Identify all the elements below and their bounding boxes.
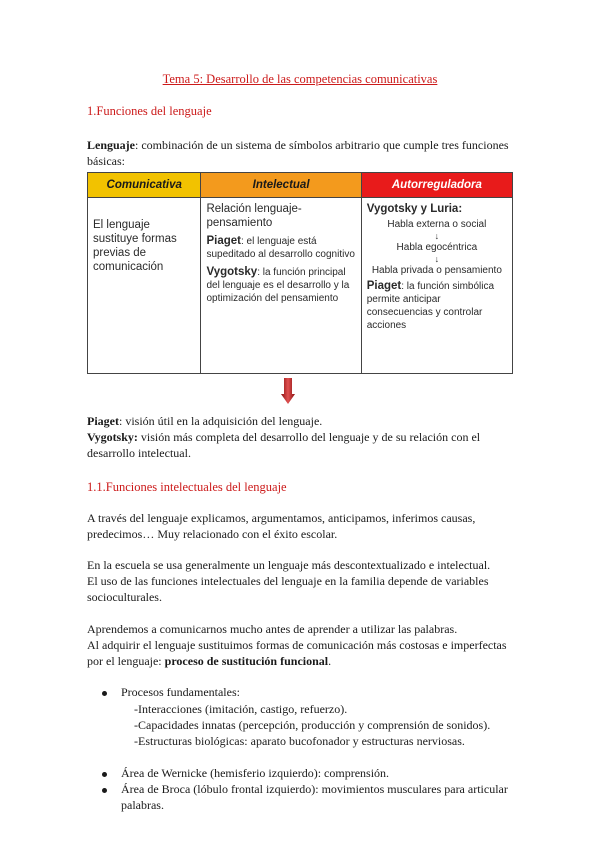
vygotsky-term: Vygotsky <box>206 266 258 278</box>
step-habla-privada: Habla privada o pensamiento <box>371 265 502 276</box>
piaget-term-2: Piaget <box>366 280 402 292</box>
vygotsky-luria-colon: : <box>458 203 463 215</box>
section-heading-1-1: 1.1.Funciones intelectuales del lenguaje <box>87 480 287 494</box>
vygotsky-intelectual <box>206 265 355 305</box>
lenguaje-term: Lenguaje <box>87 138 135 152</box>
page-title: Tema 5: Desarrollo de las competencias comunicativas <box>162 72 438 86</box>
functions-table <box>87 172 513 374</box>
piaget-intelectual <box>206 234 355 261</box>
piaget-summary-term: Piaget <box>87 414 119 428</box>
paragraph-3b <box>87 637 517 669</box>
vygotsky-summary <box>87 429 517 461</box>
cell-intelectual <box>201 198 360 309</box>
bullet-icon <box>102 788 107 793</box>
arrow-down-icon: ↓ <box>434 254 440 264</box>
vygotsky-text: : la función principal del lenguaje es el desarrollo y la optimización del pensamiento <box>206 267 350 304</box>
lenguaje-def-text: : combinación de un sistema de símbolos arbitrario que cumple tres funciones básicas: <box>87 138 509 168</box>
header-comunicativa: Comunicativa <box>88 173 200 198</box>
sub-item-1: -Interacciones (imitación, castigo, refuerzo). <box>134 702 348 716</box>
paragraph-3b-end: . <box>328 654 332 668</box>
bullet-broca: Área de Broca (lóbulo frontal izquierdo): movimientos musculares para articular palabras. <box>121 782 508 812</box>
sub-item-2: -Capacidades innatas (percepción, producción y comprensión de sonidos). <box>134 718 491 732</box>
header-intelectual: Intelectual <box>201 173 360 198</box>
cell-autorreguladora <box>362 198 512 336</box>
piaget-term: Piaget <box>206 235 241 247</box>
vygotsky-summary-text: visión más completa del desarrollo del lenguaje y de su relación con el desarrollo intelectual. <box>87 430 481 460</box>
bullet-icon <box>102 691 107 696</box>
column-comunicativa <box>88 173 201 373</box>
vygotsky-luria-heading <box>367 202 507 216</box>
paragraph-2a: En la escuela se usa generalmente un lenguaje más descontextualizado e intelectual. <box>87 558 491 572</box>
paragraph-3a: Aprendemos a comunicarnos mucho antes de aprender a utilizar las palabras. <box>87 622 458 636</box>
piaget-text-2: : la función simbólica permite anticipar consecuencias y controlar acciones <box>366 281 495 331</box>
bullet-procesos: Procesos fundamentales: <box>121 685 240 699</box>
step-habla-externa: Habla externa o social <box>387 219 487 230</box>
relacion-text: Relación lenguaje-pensamiento <box>206 203 302 229</box>
arrow-down-icon: ↓ <box>434 231 440 241</box>
step-habla-egocentrica: Habla egocéntrica <box>396 242 478 253</box>
piaget-summary <box>87 413 517 429</box>
piaget-autorreguladora <box>367 279 507 332</box>
piaget-text: : el lenguaje está supeditado al desarrollo cognitivo <box>206 236 355 260</box>
sub-item-3: -Estructuras biológicas: aparato bucofonador y estructuras nerviosas. <box>134 734 465 748</box>
vygotsky-luria-label: Vygotsky y Luria <box>366 203 459 215</box>
cell-comunicativa: El lenguaje sustituye formas previas de comunicación <box>93 219 177 273</box>
lenguaje-definition <box>87 137 517 169</box>
section-heading-1: 1.Funciones del lenguaje <box>87 104 212 118</box>
piaget-summary-text: : visión útil en la adquisición del lenguaje. <box>119 414 323 428</box>
bullet-icon <box>102 772 107 777</box>
paragraph-1: A través del lenguaje explicamos, argumentamos, anticipamos, inferimos causas, predecimos… Muy relacionado con el éxito escolar. <box>87 511 476 541</box>
paragraph-2b: El uso de las funciones intelectuales del lenguaje en la familia depende de variables socioculturales. <box>87 574 489 604</box>
paragraph-3b-text: Al adquirir el lenguaje sustituimos formas de comunicación más costosas e imperfectas por el lenguaje: <box>87 638 507 668</box>
bullet-wernicke: Área de Wernicke (hemisferio izquierdo): comprensión. <box>121 766 390 780</box>
header-autorreguladora: Autorreguladora <box>362 173 512 198</box>
sustitucion-funcional: proceso de sustitución funcional <box>164 654 329 668</box>
column-intelectual <box>201 173 361 373</box>
vygotsky-summary-term: Vygotsky: <box>87 430 138 444</box>
column-autorreguladora <box>362 173 512 373</box>
down-arrow-icon <box>281 378 295 404</box>
